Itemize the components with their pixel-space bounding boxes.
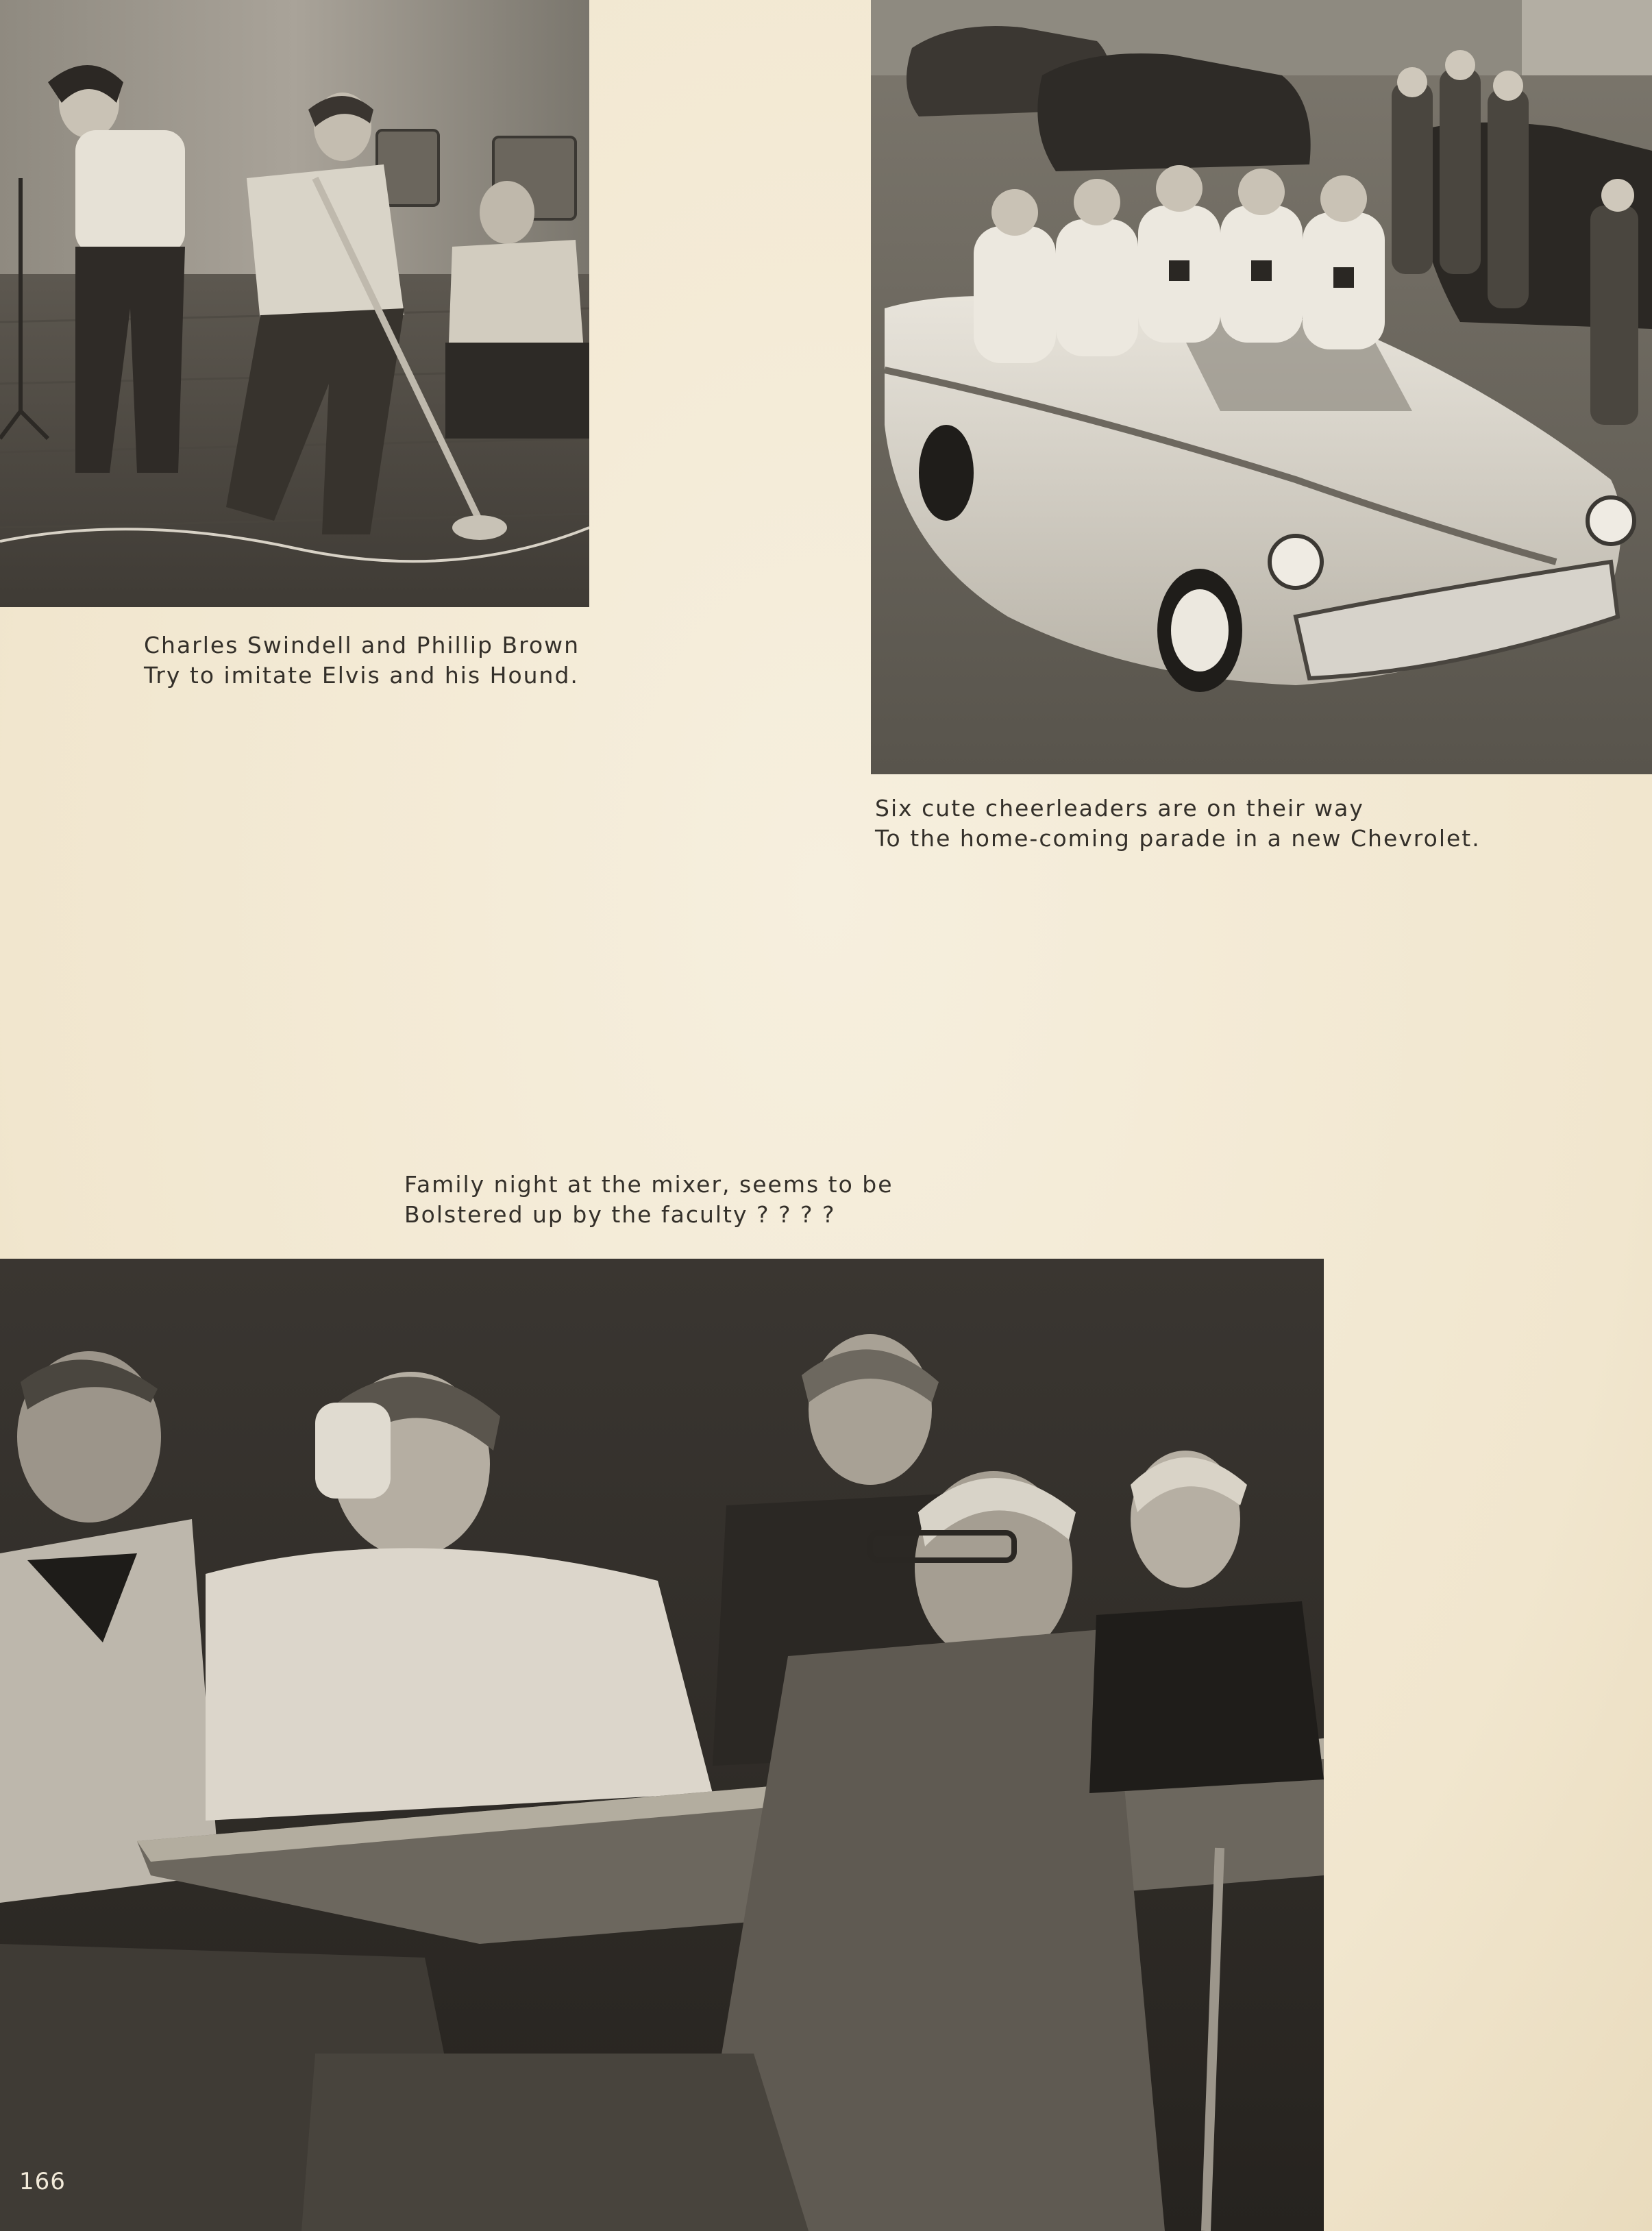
elvis-stage-photo xyxy=(0,0,589,607)
caption-line: Try to imitate Elvis and his Hound. xyxy=(144,662,579,689)
page-number: 166 xyxy=(19,2168,66,2195)
mixer-photo-caption xyxy=(404,1170,893,1230)
caption-line: To the home-coming parade in a new Chevrolet. xyxy=(875,825,1481,852)
cheerleaders-photo-caption xyxy=(875,793,1481,854)
elvis-photo-caption xyxy=(144,630,580,691)
faculty-mixer-photo xyxy=(0,1259,1324,2231)
caption-line: Bolstered up by the faculty ? ? ? ? xyxy=(404,1201,836,1228)
caption-line: Six cute cheerleaders are on their way xyxy=(875,795,1364,822)
caption-line: Family night at the mixer, seems to be xyxy=(404,1171,893,1198)
caption-line: Charles Swindell and Phillip Brown xyxy=(144,632,580,658)
cheerleaders-chevrolet-photo xyxy=(871,0,1652,774)
